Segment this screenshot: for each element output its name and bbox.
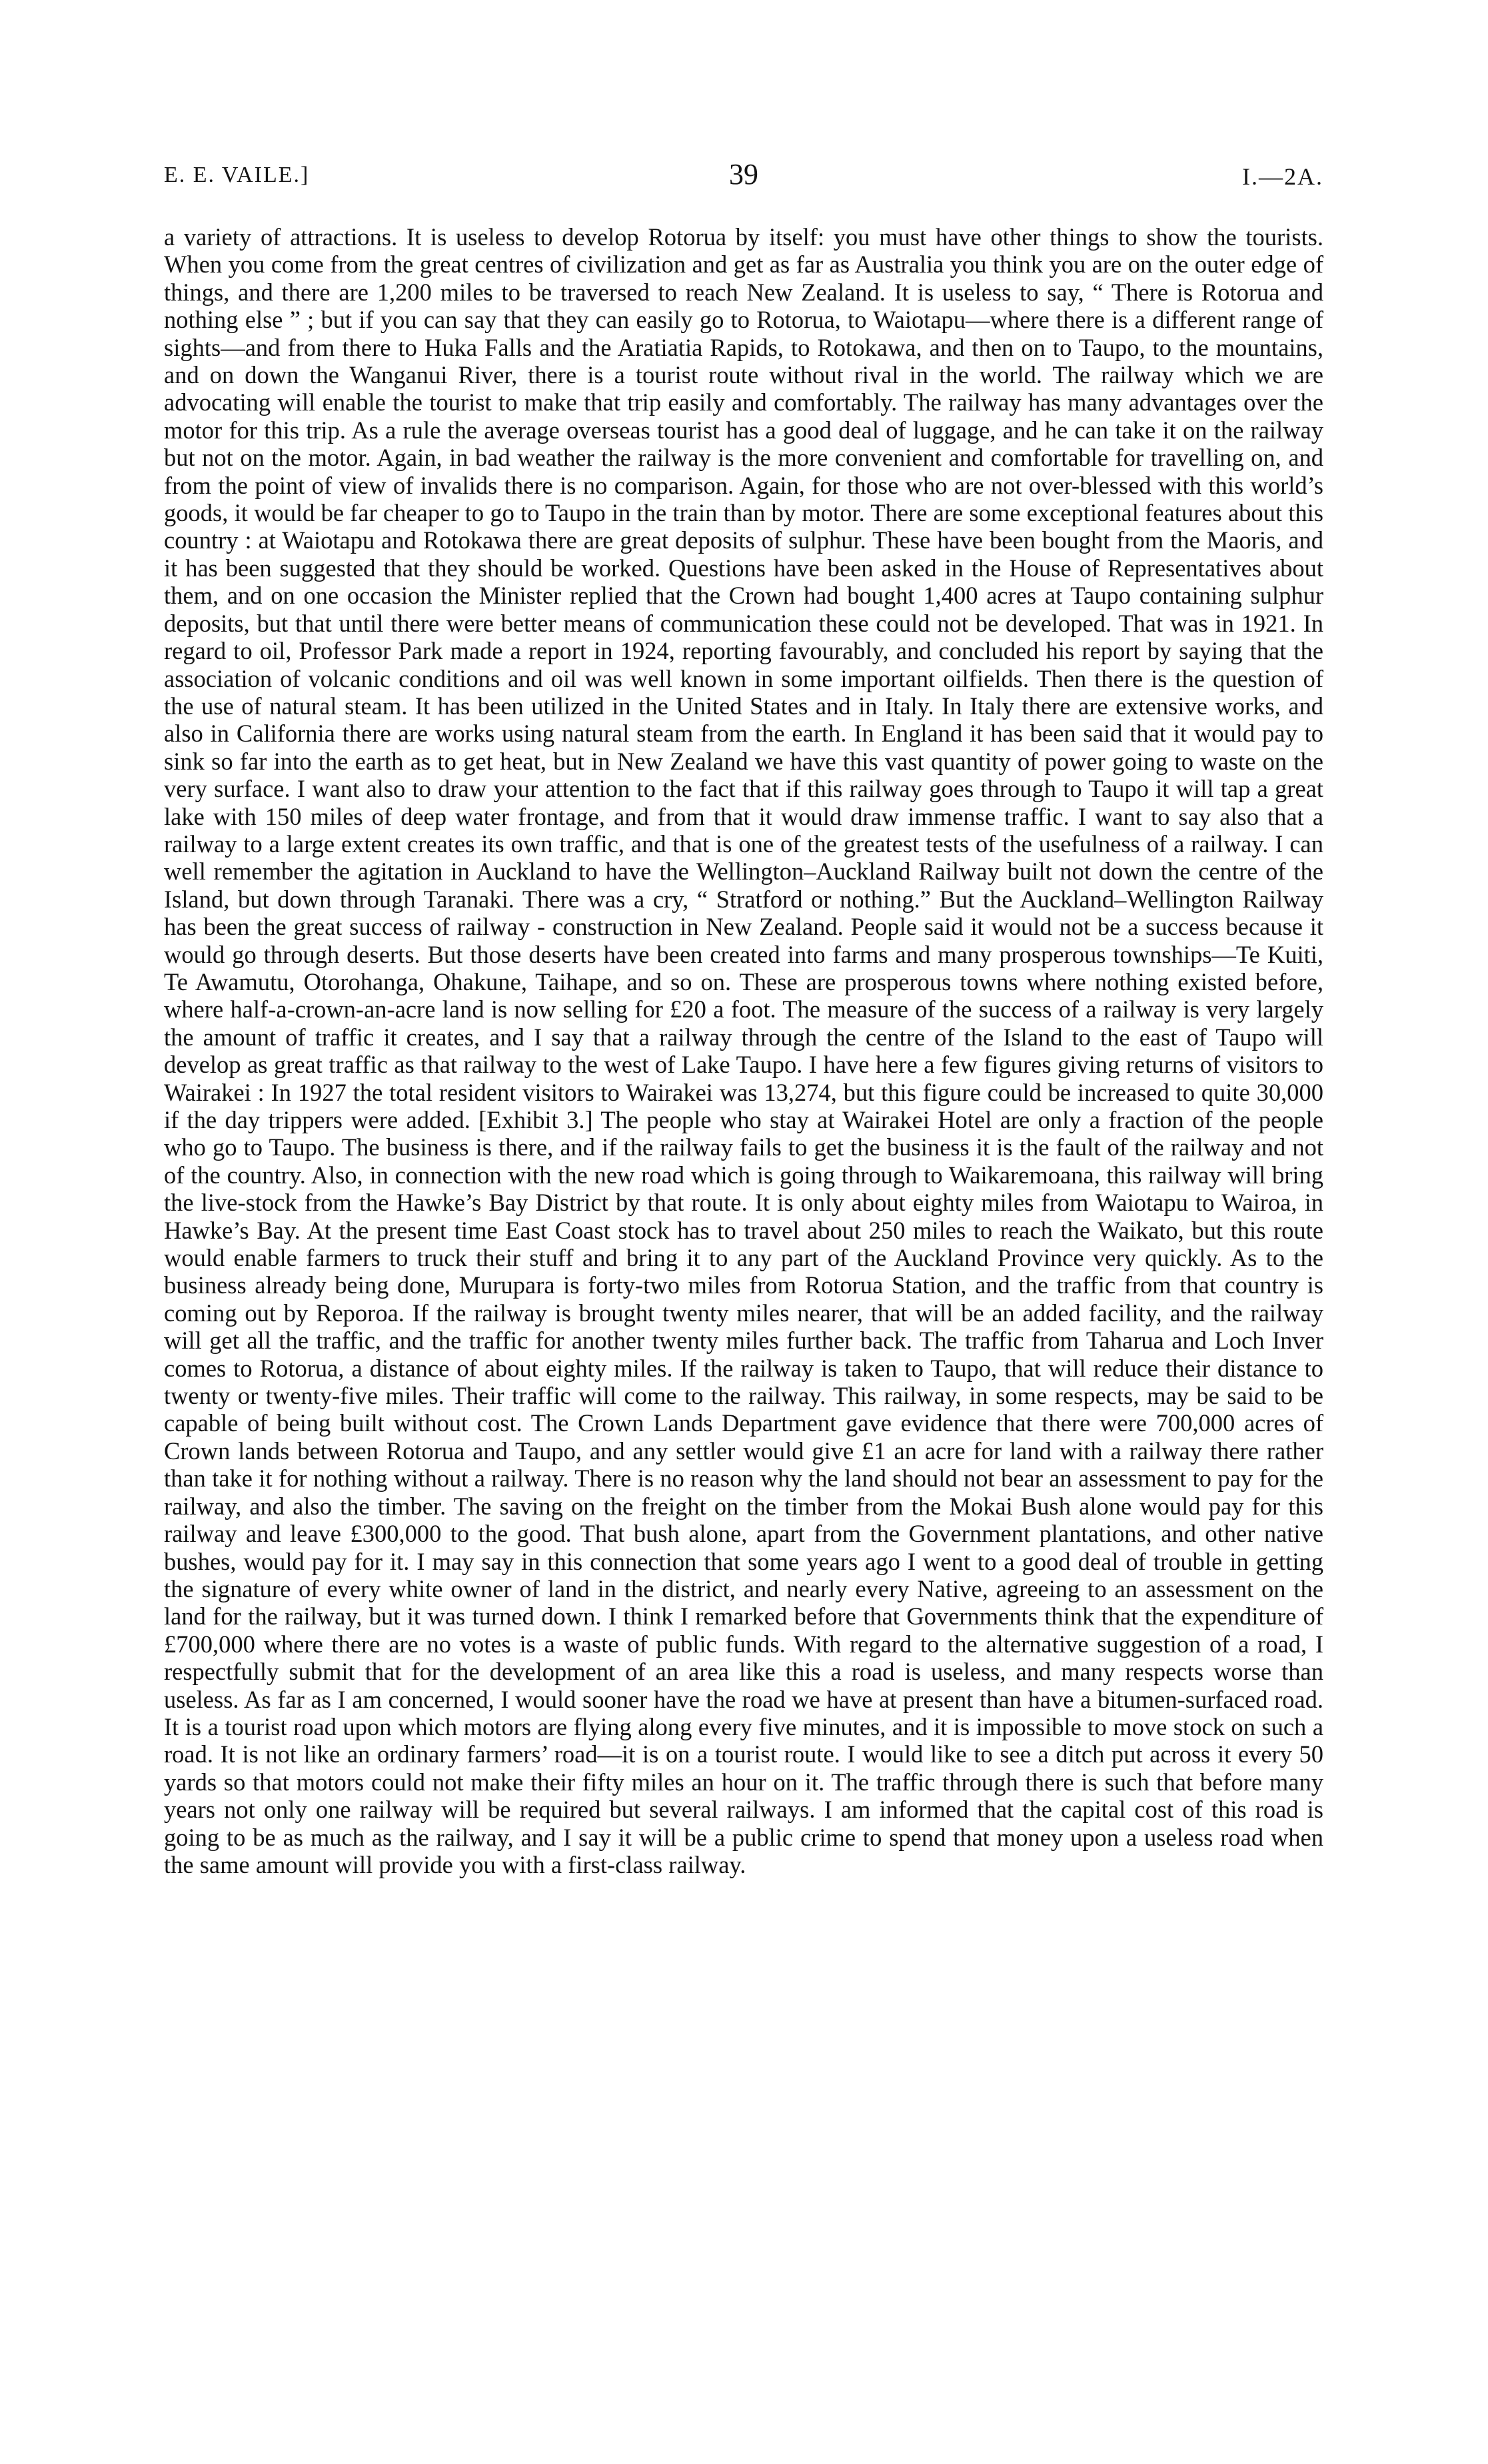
page-number: 39	[729, 158, 758, 191]
header-author: E. E. VAILE.]	[164, 163, 310, 187]
document-reference: I.—2A.	[1242, 163, 1323, 190]
body-paragraph: a variety of attractions. It is useless to develop Rotorua by itself: you must have other things to show the tourists. When you come from the great centres of civilization and get as far as Australia you think you are on the outer edge of things, and there are 1,200 miles to be traversed to reach New Zealand. It is useless to say, “ There is Rotorua and nothing else ” ; but if you can say that they can easily go to Rotorua, to Waiotapu—where there is a different range of sights—and from there to Huka Falls and the Aratiatia Rapids, to Rotokawa, and then on to Taupo, to the mountains, and on down the Wanganui River, there is a tourist route without rival in the world. The railway which we are advocating will enable the tourist to make that trip easily and comfortably. The railway has many advantages over the motor for this trip. As a rule the average overseas tourist has a good deal of luggage, and he can take it on the railway but not on the motor. Again, in bad weather the railway is the more convenient and comfortable for travelling on, and from the point of view of invalids there is no comparison. Again, for those who are not over-blessed with this world’s goods, it would be far cheaper to go to Taupo in the train than by motor. There are some exceptional features about this country : at Waiotapu and Rotokawa there are great deposits of sulphur. These have been bought from the Maoris, and it has been suggested that they should be worked. Questions have been asked in the House of Representatives about them, and on one occasion the Minister replied that the Crown had bought 1,400 acres at Taupo containing sulphur deposits, but that until there were better means of communication these could not be developed. That was in 1921. In regard to oil, Professor Park made a report in 1924, reporting favourably, and concluded his report by saying that the association of volcanic conditions and oil was well known in some important oilfields. Then there is the question of the use of natural steam. It has been utilized in the United States and in Italy. In Italy there are extensive works, and also in California there are works using natural steam from the earth. In England it has been said that it would pay to sink so far into the earth as to get heat, but in New Zealand we have this vast quantity of power going to waste on the very surface. I want also to draw your attention to the fact that if this railway goes through to Taupo it will tap a great lake with 150 miles of deep water frontage, and from that it would draw immense traffic. I want to say also that a railway to a large extent creates its own traffic, and that is one of the greatest tests of the usefulness of a railway. I can well remember the agitation in Auckland to have the Wellington–Auckland Railway built not down the centre of the Island, but down through Taranaki. There was a cry, “ Stratford or nothing.” But the Auckland–Wellington Railway has been the great success of railway - construction in New Zealand. People said it would not be a success because it would go through deserts. But those deserts have been created into farms and many prosperous townships—Te Kuiti, Te Awamutu, Otorohanga, Ohakune, Taihape, and so on. These are prosperous towns where nothing existed before, where half-a-crown-an-acre land is now selling for £20 a foot. The measure of the success of a railway is very largely the amount of traffic it creates, and I say that a railway through the centre of the Island to the east of Taupo will develop as great traffic as that railway to the west of Lake Taupo. I have here a few figures giving returns of visitors to Wairakei : In 1927 the total resident visitors to Wairakei was 13,274, but this figure could be increased to quite 30,000 if the day trippers were added. [Exhibit 3.] The people who stay at Wairakei Hotel are only a fraction of the people who go to Taupo. The business is there, and if the railway fails to get the business it is the fault of the railway and not of the country. Also, in connection with the new road which is going through to Waikaremoana, this railway will bring the live-stock from the Hawke’s Bay District by that route. It is only about eighty miles from Waiotapu to Wairoa, in Hawke’s Bay. At the present time East Coast stock has to travel about 250 miles to reach the Waikato, but this route would enable farmers to truck their stuff and bring it to any part of the Auckland Province very quickly. As to the business already being done, Murupara is forty-two miles from Rotorua Station, and the traffic from that country is coming out by Reporoa. If the railway is brought twenty miles nearer, that will be an added facility, and the railway will get all the traffic, and the traffic for another twenty miles further back. The traffic from Taharua and Loch Inver comes to Rotorua, a distance of about eighty miles. If the railway is taken to Taupo, that will reduce their distance to twenty or twenty-five miles. Their traffic will come to the railway. This railway, in some respects, may be said to be capable of being built without cost. The Crown Lands Department gave evidence that there were 700,000 acres of Crown lands between Rotorua and Taupo, and any settler would give £1 an acre for land with a railway there rather than take it for nothing without a railway. There is no reason why the land should not bear an assessment to pay for the railway, and also the timber. The saving on the freight on the timber from the Mokai Bush alone would pay for this railway and leave £300,000 to the good. That bush alone, apart from the Government plantations, and other native bushes, would pay for it. I may say in this connection that some years ago I went to a good deal of trouble in getting the signature of every white owner of land in the district, and nearly every Native, agreeing to an assessment on the land for the railway, but it was turned down. I think I remarked before that Governments think that the expenditure of £700,000 where there are no votes is a waste of public funds. With regard to the alternative suggestion of a road, I respectfully submit that for the development of an area like this a road is useless, and many respects worse than useless. As far as I am concerned, I would sooner have the road we have at present than have a bitumen-surfaced road. It is a tourist road upon which motors are flying along every five minutes, and it is impossible to move stock on such a road. It is not like an ordinary farmers’ road—it is on a tourist route. I would like to see a ditch put across it every 50 yards so that motors could not make their fifty miles an hour on it. The traffic through there is such that before many years not only one railway will be required but several railways. I am informed that the capital cost of this road is going to be as much as the railway, and I say it will be a public crime to spend that money upon a useless road when the same amount will provide you with a first-class railway.	[164, 223, 1323, 1878]
page-header	[164, 157, 1323, 197]
